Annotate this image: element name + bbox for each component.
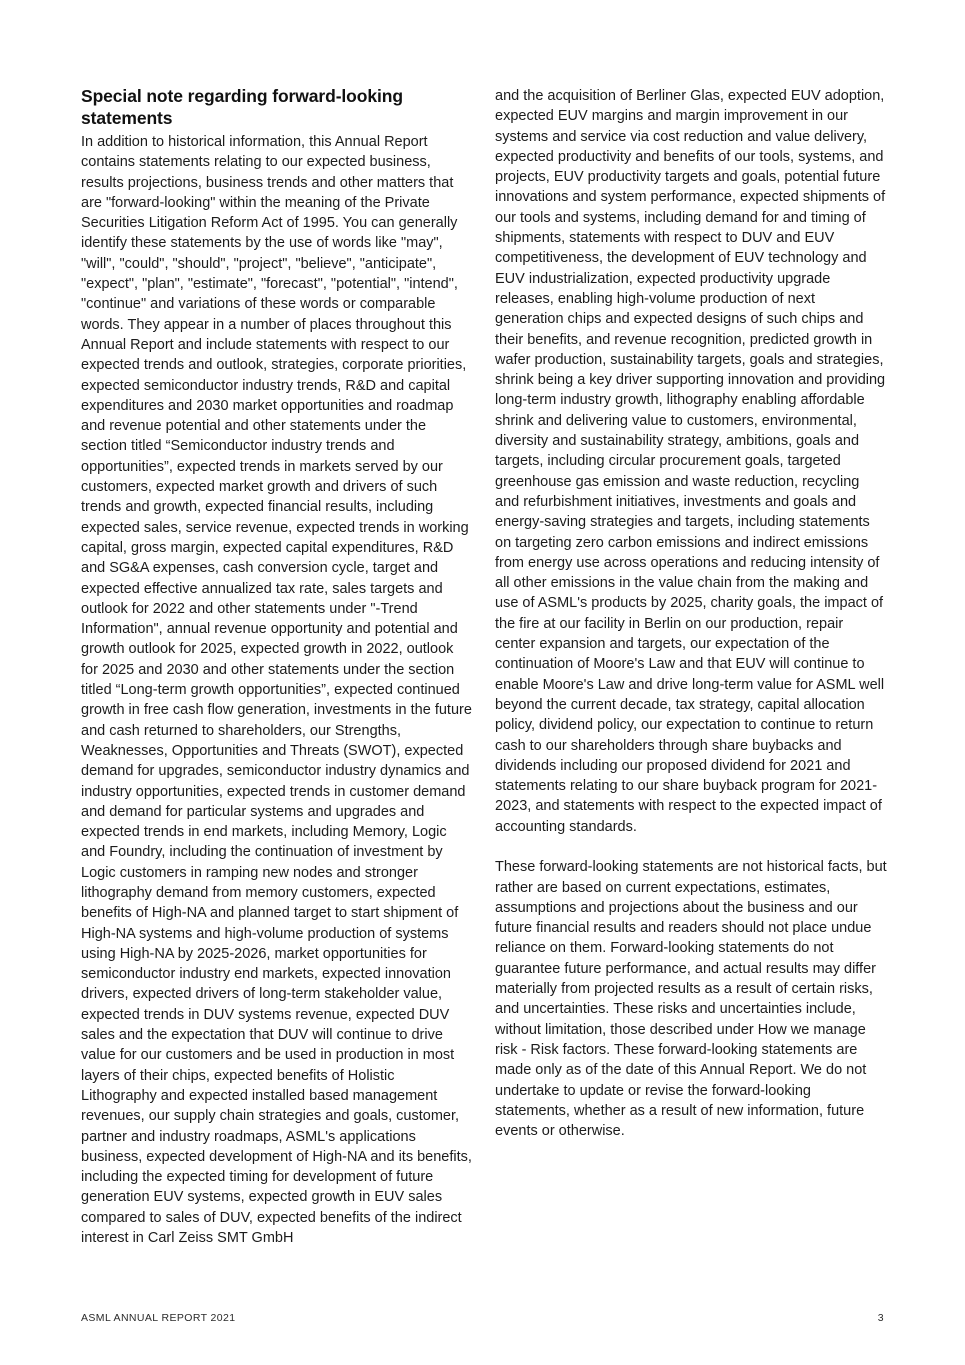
- right-column: [495, 86, 887, 1141]
- page-content: [81, 86, 887, 1248]
- body-paragraph-right-1: and the acquisition of Berliner Glas, expected EUV adoption, expected EUV margins and margin improvement in our systems and service via cost reduction and value delivery, expected productivity and benefits of our tools, systems, and projects, EUV productivity targets and goals, potential future innovations and system performance, expected shipments of our tools and systems, including demand for and timing of shipments, statements with respect to DUV and EUV competitiveness, the development of EUV technology and EUV industrialization, expected productivity upgrade releases, enabling high-volume production of next generation chips and expected designs of such chips and their benefits, and revenue recognition, predicted growth in wafer production, sustainability targets, goals and strategies, shrink being a key driver supporting innovation and providing long-term industry growth, lithography enabling affordable shrink and delivering value to customers, environmental, diversity and sustainability strategy, ambitions, goals and targets, including circular procurement goals, targeted greenhouse gas emission and waste reduction, recycling and refurbishment initiatives, investments and goals and energy-saving strategies and targets, including statements on targeting zero carbon emissions and indirect emissions from energy use across operations and reducing intensity of all other emissions in the value chain from the making and use of ASML's products by 2025, charity goals, the impact of the fire at our facility in Berlin on our production, repair center expansion and targets, our expectation of the continuation of Moore's Law and that EUV will continue to enable Moore's Law and drive long-term value for ASML well beyond the current decade, tax strategy, capital allocation policy, dividend policy, our expectation to continue to return cash to our shareholders through share buybacks and dividends including our proposed dividend for 2021 and statements relating to our share buyback program for 2021-2023, and statements with respect to the expected impact of accounting standards.: [495, 88, 886, 835]
- section-heading: Special note regarding forward-looking statements: [81, 86, 403, 128]
- body-paragraph-right-2: These forward-looking statements are not historical facts, but rather are based on current expectations, estimates, assumptions and projections about the business and our future financial results and readers should not place undue reliance on them. Forward-looking statements do not guarantee future performance, and actual results may differ materially from projected results as a result of certain risks, and uncertainties. These risks and uncertainties include, without limitation, those described under How we manage risk - Risk factors. These forward-looking statements are made only as of the date of this Annual Report. We do not undertake to update or revise the forward-looking statements, whether as a result of new information, future events or otherwise.: [495, 859, 887, 1140]
- page-footer: [81, 1312, 884, 1324]
- footer-page-number: 3: [877, 1312, 884, 1324]
- body-paragraph-left: In addition to historical information, this Annual Report contains statements relating to our expected business, results projections, business trends and other matters that are "forward-looking" within the meaning of the Private Securities Litigation Reform Act of 1995. You can generally identify these statements by the use of words like "may", "will", "could", "should", "project", "believe", "anticipate", "expect", "plan", "estimate", "forecast", "potential", "intend", "continue" and variations of these words or comparable words. They appear in a number of places throughout this Annual Report and include statements with respect to our expected trends and outlook, strategies, corporate priorities, expected semiconductor industry trends, R&D and capital expenditures and 2030 market opportunities and roadmap and revenue potential and other statements under the section titled “Semiconductor industry trends and opportunities”, expected trends in markets served by our customers, expected market growth and drivers of such trends and growth, expected financial results, including expected sales, service revenue, expected trends in working capital, gross margin, expected capital expenditures, R&D and SG&A expenses, cash conversion cycle, target and expected effective annualized tax rate, sales targets and outlook for 2022 and other statements under "-Trend Information", annual revenue opportunity and potential and growth outlook for 2025, expected growth in 2022, outlook for 2025 and 2030 and other statements under the section titled “Long-term growth opportunities”, expected continued growth in free cash flow generation, investments in the future and cash returned to shareholders, our Strengths, Weaknesses, Opportunities and Threats (SWOT), expected demand for upgrades, semiconductor industry dynamics and industry opportunities, expected trends in customer demand and demand for particular systems and upgrades and expected trends in end markets, including Memory, Logic and Foundry, including the continuation of investment by Logic customers in ramping new nodes and stronger lithography demand from memory customers, expected benefits of High-NA and planned target to start shipment of High-NA systems and high-volume production of systems using High-NA by 2025-2026, market opportunities for semiconductor industry end markets, expected innovation drivers, expected drivers of long-term stakeholder value, expected trends in DUV systems revenue, expected DUV sales and the expectation that DUV will continue to drive value for our customers and be used in production in most layers of their chips, expected benefits of Holistic Lithography and expected installed based management revenues, our supply chain strategies and goals, customer, partner and industry roadmaps, ASML's applications business, expected development of High-NA and its benefits, including the expected timing for development of future generation EUV systems, expected growth in EUV sales compared to sales of DUV, expected benefits of the indirect interest in Carl Zeiss SMT GmbH: [81, 134, 472, 1247]
- footer-report-title: ASML ANNUAL REPORT 2021: [81, 1312, 236, 1324]
- left-column: [81, 86, 473, 1248]
